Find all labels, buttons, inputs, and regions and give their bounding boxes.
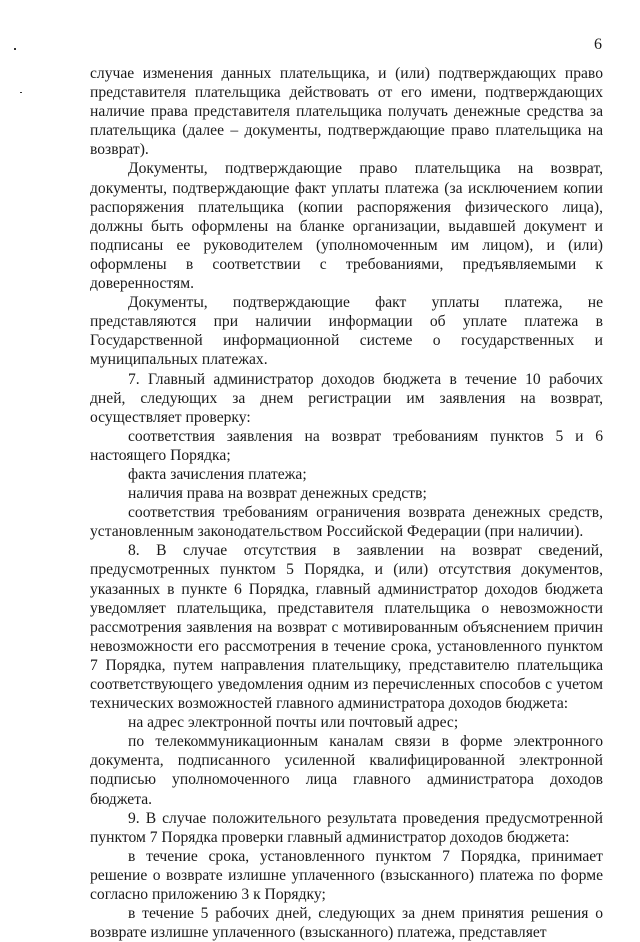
paragraph: Документы, подтверждающие факт уплаты платежа, не представляются при наличии информации об уплате платежа в Государственной информационной системе о государственных и муниципальных платежах. — [90, 294, 603, 369]
paragraph: по телекоммуникационным каналам связи в форме электронного документа, подписанного усиленной квалифицированной электронной подписью уполномоченного лица главного администратора доходов бюджета. — [90, 733, 603, 808]
paragraph: 9. В случае положительного результата проведения предусмотренной пунктом 7 Порядка проверки главный администратор доходов бюджета: — [90, 809, 603, 846]
document-body — [90, 64, 603, 942]
page-number: 6 — [594, 36, 602, 53]
paragraph: наличия права на возврат денежных средств; — [128, 485, 427, 503]
paragraph: соответствия требованиям ограничения возврата денежных средств, установленным законодательством Российской Федерации (при наличии). — [90, 504, 603, 541]
paragraph: на адрес электронной почты или почтовый адрес; — [128, 714, 459, 732]
paragraph: 8. В случае отсутствия в заявлении на возврат сведений, предусмотренных пунктом 5 Порядка, и (или) отсутствия документов, указанных в пункте 6 Порядка, главный администратор доходов бюджета уведомляет плательщика, представителя плательщика о невозможности рассмотрения заявления на возврат с мотивированным объяснением причин невозможности его рассмотрения в течение срока, установленного пунктом 7 Порядка, путем направления плательщику, представителю плательщика соответствующего уведомления одним из перечисленных способов с учетом технических возможностей главного администратора доходов бюджета: — [90, 542, 603, 713]
paragraph: в течение 5 рабочих дней, следующих за днем принятия решения о возврате излишне уплаченного (взысканного) платежа, представляет — [90, 905, 603, 942]
scan-speck — [20, 92, 22, 93]
paragraph: случае изменения данных плательщика, и (или) подтверждающих право представителя плательщика действовать от его имени, подтверждающих наличие права представителя плательщика получать денежные средства за плательщика (далее – документы, подтверждающие право плательщика на возврат). — [90, 65, 603, 159]
paragraph: 7. Главный администратор доходов бюджета в течение 10 рабочих дней, следующих за днем регистрации им заявления на возврат, осуществляет проверку: — [90, 370, 603, 426]
paragraph: Документы, подтверждающие право плательщика на возврат, документы, подтверждающие факт уплаты платежа (за исключением копии распоряжения плательщика (копии распоряжения физического лица), должны быть оформлены на бланке организации, выдавшей документ и подписаны ее руководителем (уполномоченным им лицом), и (или) оформлены в соответствии с требованиями, предъявляемыми к доверенностям. — [90, 160, 603, 293]
paragraph: в течение срока, установленного пунктом 7 Порядка, принимает решение о возврате излишне уплаченного (взысканного) платежа по форме согласно приложению 3 к Порядку; — [90, 847, 603, 904]
paragraph: факта зачисления платежа; — [128, 465, 307, 483]
paragraph: соответствия заявления на возврат требованиям пунктов 5 и 6 настоящего Порядка; — [90, 427, 603, 464]
scan-speck — [14, 48, 16, 50]
